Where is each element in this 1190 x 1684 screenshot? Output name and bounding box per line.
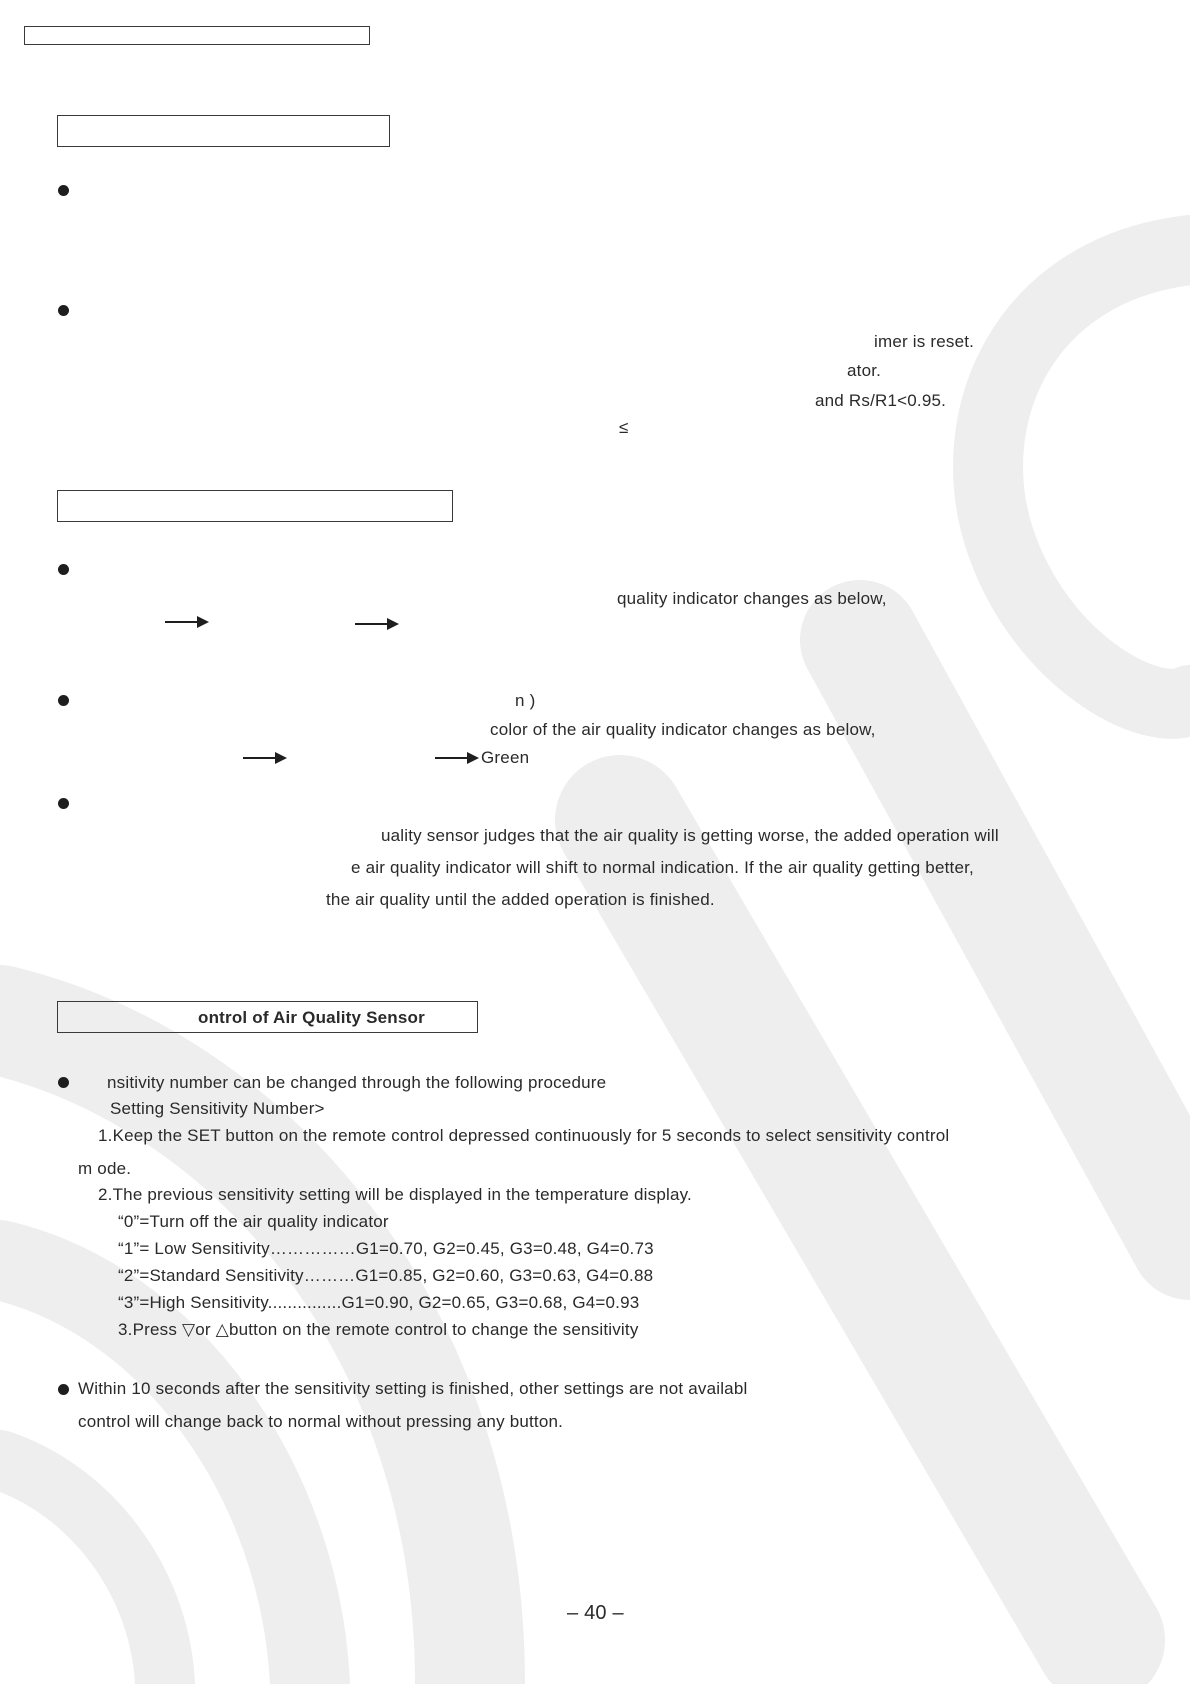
section2-green: Green: [481, 748, 530, 767]
section2-line3: color of the air quality indicator changes as below,: [490, 720, 876, 739]
section3-opt3: “3”=High Sensitivity...............G1=0.90, G2=0.65, G3=0.68, G4=0.93: [118, 1293, 640, 1312]
section2-line4c: the air quality until the added operation is finished.: [326, 890, 715, 909]
bullet: [58, 564, 69, 575]
section1-text-a: imer is reset.: [874, 332, 975, 351]
section3-opt2: “2”=Standard Sensitivity………G1=0.85, G2=0.60, G3=0.63, G4=0.88: [118, 1266, 654, 1285]
section3-opt0: “0”=Turn off the air quality indicator: [118, 1212, 389, 1231]
header-box: [24, 26, 370, 45]
section3-step2: 2.The previous sensitivity setting will be displayed in the temperature display.: [98, 1185, 692, 1204]
section3-subhead: Setting Sensitivity Number>: [110, 1099, 325, 1118]
section3-note-a: Within 10 seconds after the sensitivity setting is finished, other settings are not availabl: [78, 1379, 748, 1398]
arrow-right-icon: [165, 616, 209, 628]
section2-line2: n ): [515, 691, 536, 710]
bullet: [58, 185, 69, 196]
section3-note-b: control will change back to normal without pressing any button.: [78, 1412, 564, 1431]
section3-title: ontrol of Air Quality Sensor: [198, 1008, 425, 1027]
arrow-right-icon: [435, 752, 479, 764]
section1-text-c: and Rs/R1<0.95.: [815, 391, 947, 410]
section1-text-d: ≤: [619, 418, 629, 437]
section3-step1b: m ode.: [78, 1159, 132, 1178]
section3-step3: 3.Press ▽or △button on the remote control to change the sensitivity: [118, 1320, 639, 1339]
section2-line4a: uality sensor judges that the air quality is getting worse, the added operation will: [381, 826, 999, 845]
section3-opt1: “1”= Low Sensitivity……………G1=0.70, G2=0.45, G3=0.48, G4=0.73: [118, 1239, 654, 1258]
bullet: [58, 798, 69, 809]
bullet: [58, 305, 69, 316]
bullet: [58, 1384, 69, 1395]
bullet: [58, 695, 69, 706]
page-number: – 40 –: [567, 1602, 624, 1624]
section3-step1a: 1.Keep the SET button on the remote control depressed continuously for 5 seconds to select sensitivity control: [98, 1126, 950, 1145]
section2-line4b: e air quality indicator will shift to normal indication. If the air quality getting better,: [351, 858, 974, 877]
section1-text-b: ator.: [847, 361, 882, 380]
section2-line1: quality indicator changes as below,: [617, 589, 887, 608]
bullet: [58, 1077, 69, 1088]
section2-title-box: [57, 490, 453, 522]
arrow-right-icon: [243, 752, 287, 764]
arrow-right-icon: [355, 618, 399, 630]
section3-intro: nsitivity number can be changed through the following procedure: [107, 1073, 607, 1092]
section1-title-box: [57, 115, 390, 147]
